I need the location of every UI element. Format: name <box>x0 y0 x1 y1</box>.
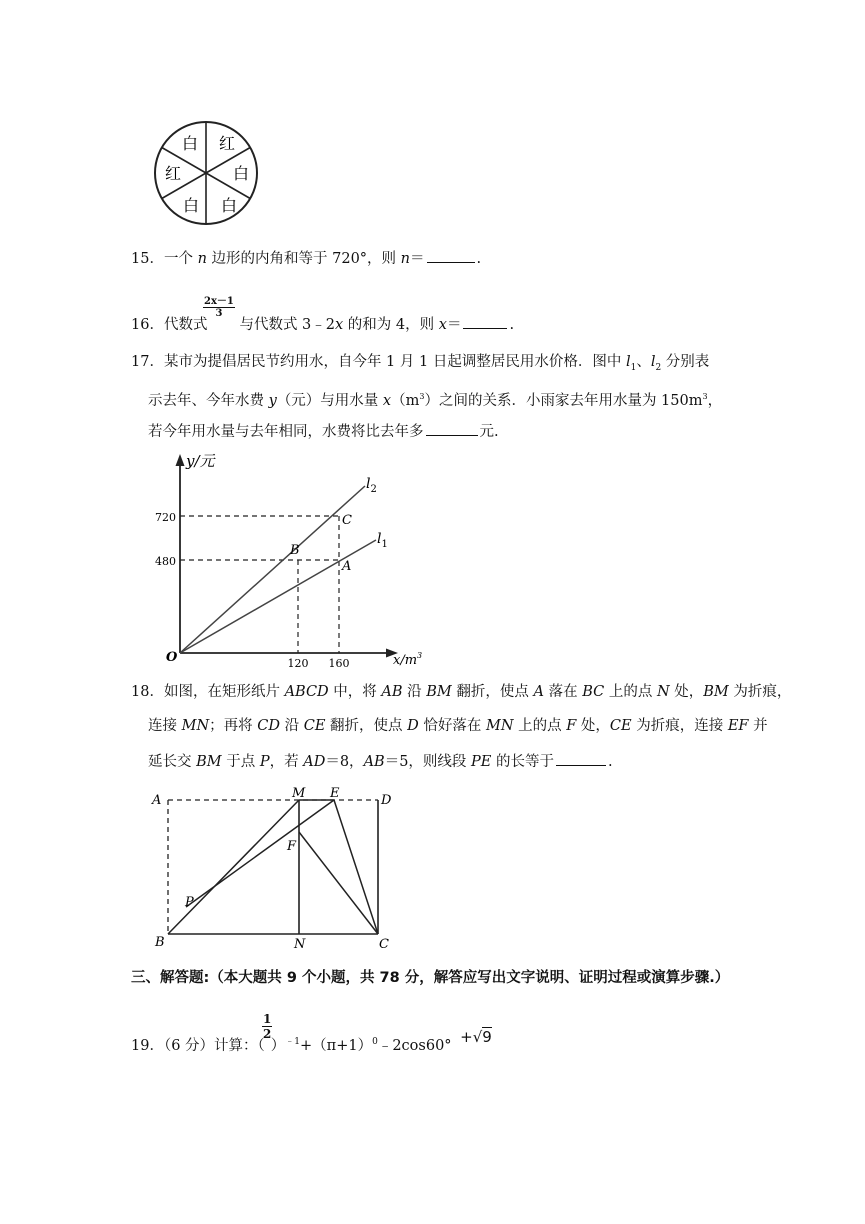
label-p: P <box>185 895 194 910</box>
point-a-label: A <box>342 559 352 574</box>
origin-label: O <box>166 650 178 665</box>
fraction-1-over-2: $\frac{1}{2}$ <box>263 1012 272 1041</box>
question-17-line1: 17．某市为提倡居民节约用水，自今年 1 月 1 日起调整居民用水价格．图中 $l_1$、$l_2$ 分别表 <box>131 354 710 373</box>
label-m: M <box>292 786 306 801</box>
line-l1-label: $l_1$ <box>377 531 388 550</box>
x-axis-label: $x/m^3$ <box>393 651 423 668</box>
label-a: A <box>152 793 162 808</box>
question-18-line1: 18．如图，在矩形纸片 ABCD 中，将 AB 沿 BM 翻折，使点 A 落在 BC 上的点 N 处，BM 为折痕， <box>131 684 792 700</box>
label-b: B <box>155 935 165 950</box>
y-tick-480: 480 <box>155 555 176 568</box>
label-d: D <box>381 793 392 808</box>
x-tick-120: 120 <box>287 657 309 670</box>
segment-bm <box>168 800 299 934</box>
segment-ec <box>334 800 378 934</box>
question-18-line3: 延长交 BM 于点 P，若 AD＝8，AB＝5，则线段 PE 的长等于 . <box>148 751 613 772</box>
segment-pe <box>186 800 334 907</box>
fraction-2x-1-over-3: $\frac{2x-1}{3}$ <box>204 296 234 319</box>
sector-label: 红 <box>164 164 182 183</box>
label-e: E <box>330 786 340 801</box>
sector-label: 白 <box>181 134 199 153</box>
line-l1 <box>180 540 376 653</box>
spinner-figure <box>150 118 266 230</box>
y-axis-label: y/元 <box>186 452 215 470</box>
sqrt-icon: √ <box>472 1027 483 1046</box>
answer-blank[interactable] <box>463 314 507 329</box>
question-19: 19．（6 分）计算：（ ）$^{﹣1}+(\pi+1)^0﹣2\cos 60^\circ +√9$ <box>131 1027 492 1054</box>
point-b-label: B <box>290 543 300 558</box>
question-17-line3: 若今年用水量与去年相同，水费将比去年多 元. <box>148 421 499 442</box>
sector-label: 红 <box>218 134 236 153</box>
point-c-label: C <box>342 513 352 528</box>
water-fee-graph <box>140 448 440 678</box>
answer-blank[interactable] <box>556 751 606 766</box>
x-tick-160: 160 <box>328 657 350 670</box>
answer-blank[interactable] <box>426 421 478 436</box>
line-l2-label: $l_2$ <box>366 476 377 495</box>
section-3-heading: 三、解答题:（本大题共 9 个小题，共 78 分，解答应写出文字说明、证明过程或演算步骤.） <box>131 970 730 986</box>
question-16: 16．代数式 与代数式 3﹣2x 的和为 4，则 x＝ . <box>131 314 514 335</box>
label-f: F <box>287 839 297 854</box>
line-l2 <box>180 486 365 653</box>
sector-label: 白 <box>232 164 250 183</box>
sector-label: 白 <box>220 196 238 215</box>
y-tick-720: 720 <box>155 511 176 524</box>
label-n: N <box>294 937 306 952</box>
rectangle-folding-figure <box>148 780 408 952</box>
answer-blank[interactable] <box>427 248 475 263</box>
question-17-line2: 示去年、今年水费 y（元）与用水量 $x(m^3)$之间的关系．小雨家去年用水量为 $150m^3$， <box>148 392 723 409</box>
segment-fc <box>299 832 378 934</box>
label-c: C <box>379 937 389 952</box>
question-15: 15．一个 n 边形的内角和等于 720°，则 n＝ . <box>131 248 481 269</box>
question-18-line2: 连接 MN；再将 CD 沿 CE 翻折，使点 D 恰好落在 MN 上的点 F 处，CE 为折痕，连接 EF 并 <box>148 718 768 734</box>
sector-label: 白 <box>182 196 200 215</box>
y-axis-arrow <box>176 454 185 466</box>
sqrt-expression: +√9 <box>460 1027 492 1046</box>
